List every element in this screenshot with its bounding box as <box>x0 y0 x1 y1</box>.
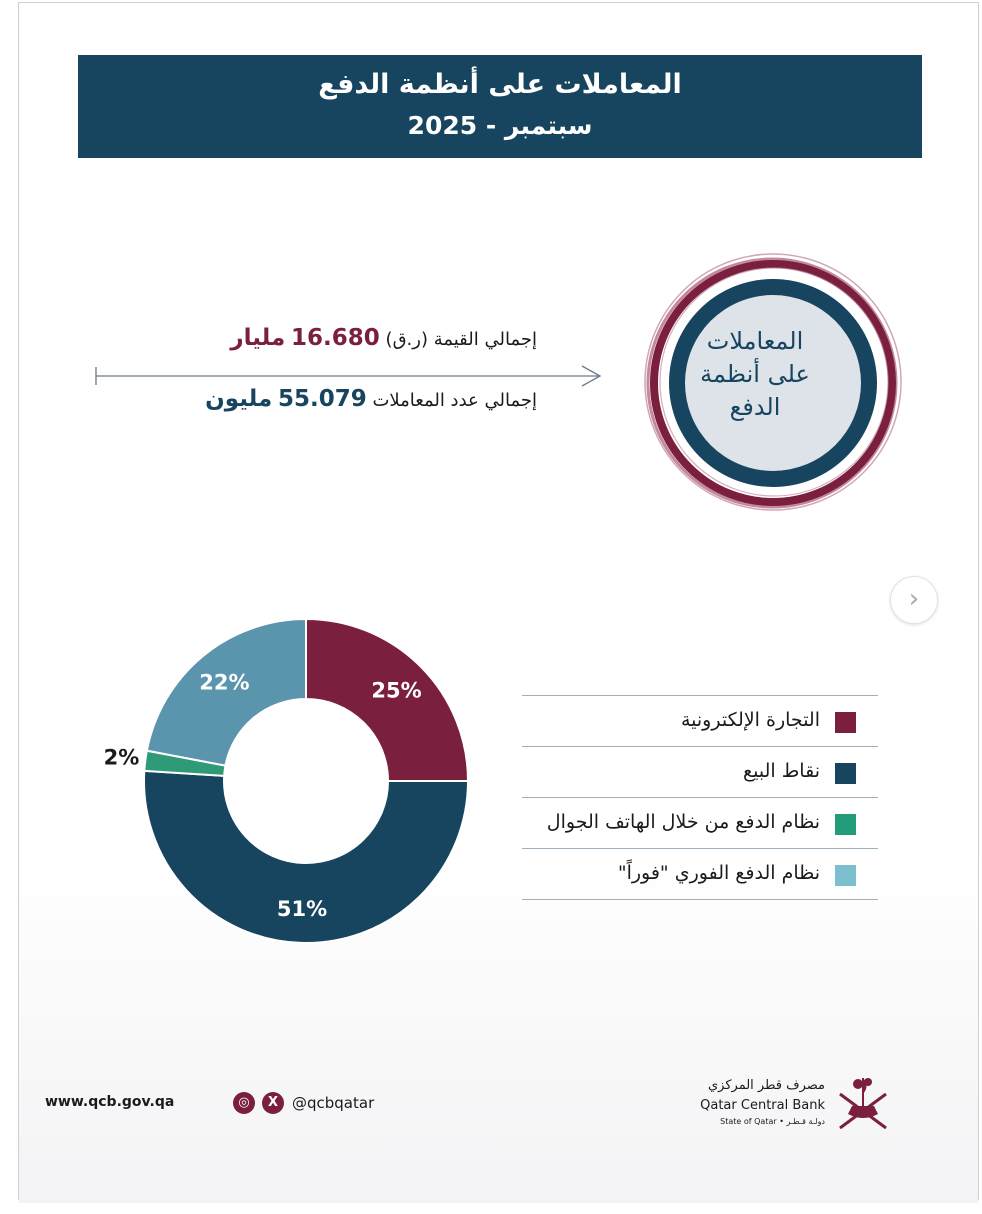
circle-label <box>660 325 850 424</box>
legend-item-ecommerce <box>522 695 878 746</box>
total-value-label: إجمالي القيمة (ر.ق) <box>385 329 537 350</box>
chart-legend <box>522 695 878 900</box>
legend-item-pos <box>522 746 878 797</box>
circle-label-line3: الدفع <box>729 393 781 421</box>
bank-name-english: Qatar Central Bank <box>700 1098 825 1113</box>
total-count-stat <box>205 386 537 412</box>
legend-swatch-fawran <box>835 865 856 886</box>
legend-swatch-ecommerce <box>835 712 856 733</box>
circle-label-line2: على أنظمة <box>700 360 810 388</box>
donut-label-ecommerce: 25% <box>371 678 422 703</box>
page-title: المعاملات على أنظمة الدفع <box>318 69 682 100</box>
legend-label-ecommerce: التجارة الإلكترونية <box>680 709 820 731</box>
next-slide-button[interactable] <box>890 576 938 624</box>
donut-label-fawran: 22% <box>199 670 250 695</box>
legend-label-pos: نقاط البيع <box>743 760 820 782</box>
legend-label-mobile: نظام الدفع من خلال الهاتف الجوال <box>546 811 820 833</box>
chevron-right-icon: › <box>908 584 920 614</box>
legend-swatch-pos <box>835 763 856 784</box>
legend-item-fawran <box>522 848 878 900</box>
instagram-icon[interactable]: ◎ <box>233 1092 255 1114</box>
total-count-label: إجمالي عدد المعاملات <box>372 390 537 411</box>
website-link[interactable]: www.qcb.gov.qa <box>45 1094 175 1110</box>
legend-item-mobile <box>522 797 878 848</box>
bank-name-arabic: مصرف قطر المركزي <box>708 1078 825 1093</box>
total-count-number: 55.079 <box>277 386 367 412</box>
total-count-unit: مليون <box>205 386 273 412</box>
x-twitter-icon[interactable]: X <box>262 1092 284 1114</box>
qcb-emblem-icon <box>828 1070 898 1140</box>
header-banner <box>78 55 922 158</box>
total-value-number: 16.680 <box>291 325 380 351</box>
donut-label-pos: 51% <box>276 896 328 921</box>
social-handle[interactable]: @qcbqatar <box>292 1094 375 1112</box>
total-value-stat <box>230 325 537 351</box>
bank-state-line: State of Qatar • دولـة قـطـر <box>720 1117 825 1126</box>
circle-label-line1: المعاملات <box>706 327 804 355</box>
page-subtitle: سبتمبر - 2025 <box>407 111 593 140</box>
legend-label-fawran: نظام الدفع الفوري "فوراً" <box>617 862 820 884</box>
legend-swatch-mobile <box>835 814 856 835</box>
donut-chart <box>103 605 470 945</box>
infographic-page <box>18 2 979 1200</box>
total-value-unit: مليار <box>230 325 286 351</box>
donut-label-mobile: 2% <box>103 745 140 770</box>
